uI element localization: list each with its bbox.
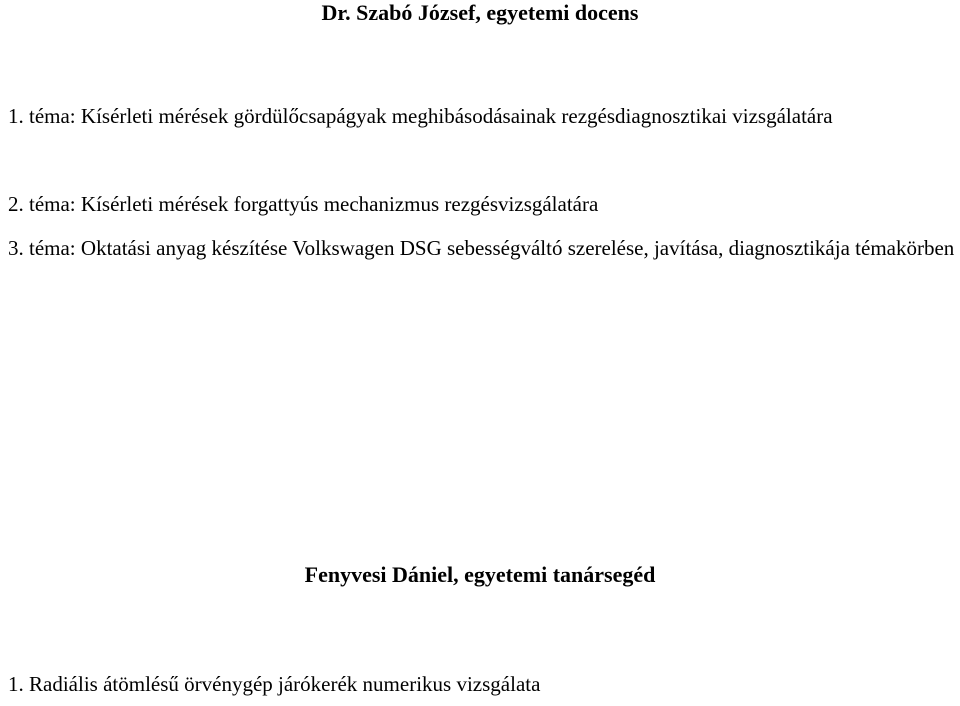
topic-label-1: 1. téma: — [8, 104, 76, 128]
topic-text-3: Oktatási anyag készítése Volkswagen DSG sebességváltó szerelése, javítása, diagnosztikája témakörben — [80, 236, 955, 260]
topic-item-1 — [8, 94, 956, 138]
topic-item-2 — [8, 182, 956, 226]
topic-text-fenyvesi-1: Radiális átömlésű örvénygép járókerék numerikus vizsgálata — [29, 672, 541, 696]
topic-text-2: Kísérleti mérések forgattyús mechanizmus rezgésvizsgálatára — [80, 192, 599, 216]
topic-item-fenyvesi-1 — [8, 662, 956, 706]
topic-text-1: Kísérleti mérések gördülőcsapágyak meghibásodásainak rezgésdiagnosztikai vizsgálatára — [80, 104, 833, 128]
topic-label-2: 2. téma: — [8, 192, 76, 216]
topic-item-3 — [8, 226, 956, 270]
topic-label-3: 3. téma: — [8, 236, 76, 260]
supervisor-heading-fenyvesi: Fenyvesi Dániel, egyetemi tanársegéd — [304, 562, 656, 587]
supervisor-heading-szabo: Dr. Szabó József, egyetemi docens — [321, 0, 639, 25]
topic-label-fenyvesi-1: 1. — [8, 672, 24, 696]
